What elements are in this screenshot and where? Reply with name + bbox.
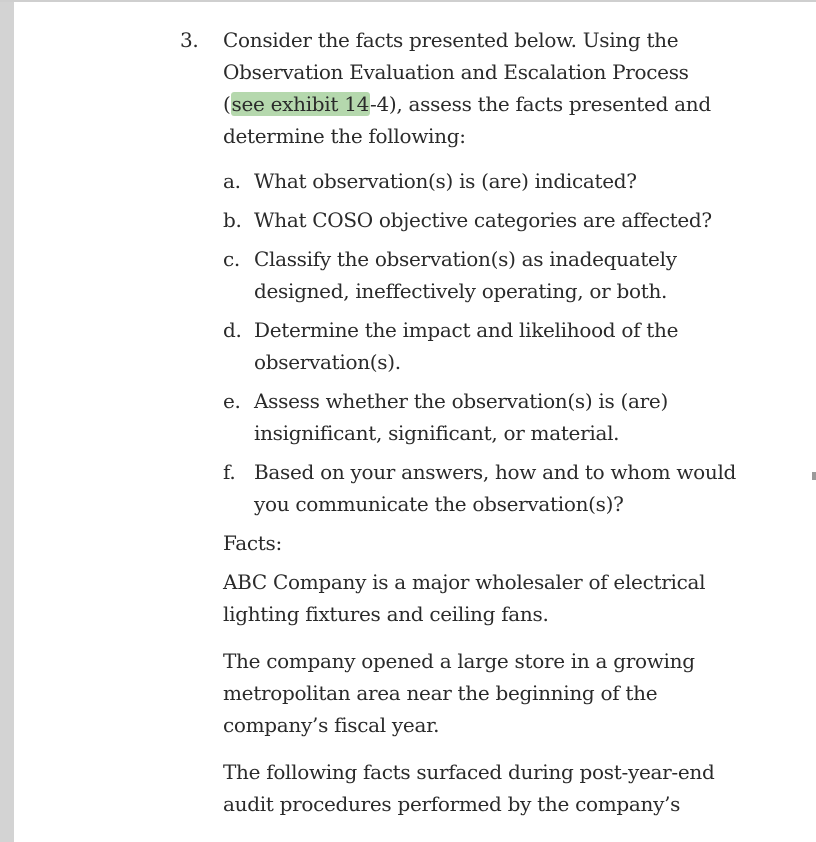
item-line: Based on your answers, how and to whom would [254, 460, 737, 484]
item-line: Classify the observation(s) as inadequately [254, 247, 677, 271]
item-letter: e. [223, 389, 241, 413]
viewer-left-gutter [0, 0, 14, 842]
intro-paren: ( [223, 92, 231, 116]
item-line: Determine the impact and likelihood of the [254, 318, 679, 342]
paragraph-line: The following facts surfaced during post-year-end [223, 760, 715, 784]
item-letter: a. [223, 169, 241, 193]
facts-heading [223, 527, 783, 559]
facts-paragraph [223, 756, 783, 820]
item-line: you communicate the observation(s)? [254, 492, 624, 516]
facts-paragraph [223, 566, 783, 630]
item-letter: f. [223, 460, 236, 484]
facts-paragraph [223, 645, 783, 741]
scrollbar-marker [812, 472, 816, 480]
paragraph-line: lighting fixtures and ceiling fans. [223, 602, 549, 626]
item-line: What observation(s) is (are) indicated? [254, 169, 637, 193]
paragraph-line: audit procedures performed by the company’s [223, 792, 681, 816]
item-text [254, 243, 677, 307]
item-text [254, 456, 736, 520]
item-line: insignificant, significant, or material. [254, 421, 620, 445]
item-line: What COSO objective categories are affected? [254, 208, 712, 232]
paragraph-line: metropolitan area near the beginning of the [223, 681, 658, 705]
intro-line: determine the following: [223, 124, 466, 148]
item-line: observation(s). [254, 350, 401, 374]
intro-line: Observation Evaluation and Escalation Process [223, 60, 689, 84]
question-intro [223, 24, 783, 152]
item-letter: d. [223, 318, 242, 342]
intro-line [223, 88, 783, 120]
item-text [254, 165, 637, 197]
viewer-top-border [0, 0, 816, 2]
item-letter: c. [223, 247, 240, 271]
question-number: 3. [180, 28, 199, 52]
facts-heading-text: Facts: [223, 531, 282, 555]
paragraph-line: The company opened a large store in a growing [223, 649, 695, 673]
intro-line-rest: -4), assess the facts presented and [370, 92, 711, 116]
item-line: designed, ineffectively operating, or both. [254, 279, 668, 303]
item-text [254, 314, 678, 378]
item-text [254, 385, 668, 449]
paragraph-line: ABC Company is a major wholesaler of electrical [223, 570, 706, 594]
paragraph-line: company’s fiscal year. [223, 713, 440, 737]
highlighted-exhibit-reference[interactable]: see exhibit 14 [231, 92, 370, 116]
item-line: Assess whether the observation(s) is (are) [254, 389, 668, 413]
intro-line: Consider the facts presented below. Using the [223, 28, 679, 52]
item-text [254, 204, 712, 236]
item-letter: b. [223, 208, 242, 232]
